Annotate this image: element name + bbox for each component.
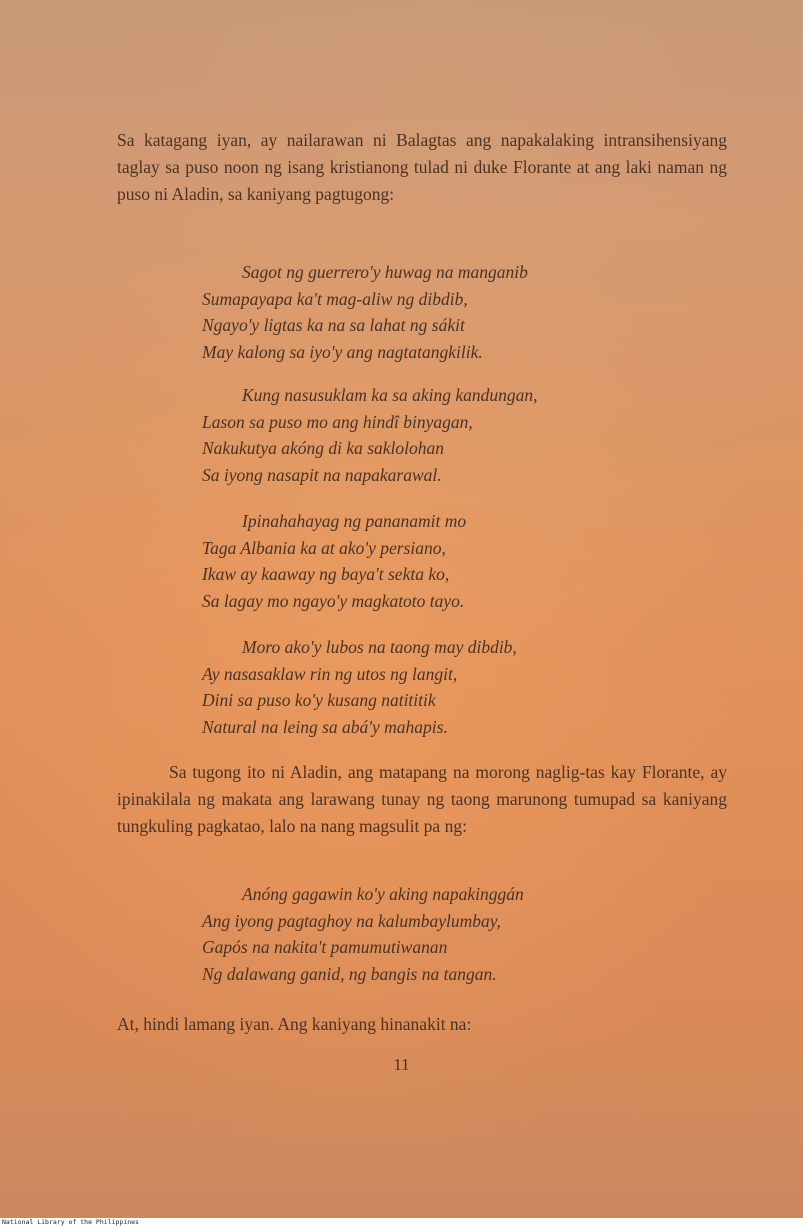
stanza-line: Dini sa puso ko'y kusang natititik (202, 690, 436, 710)
stanza-line: Sa iyong nasapit na napakarawal. (202, 464, 442, 485)
paragraph-closing: At, hindi lamang iyan. Ang kaniyang hinanakit na: (117, 1014, 472, 1034)
stanza-line: Moro ako'y lubos na taong may dibdib, (242, 637, 517, 657)
stanza-2 (202, 382, 538, 488)
footer-bar (0, 1218, 803, 1227)
page-number: 11 (393, 1055, 410, 1074)
stanza-line: Kung nasusuklam ka sa aking kandungan, (242, 385, 538, 405)
stanza-line: Ipinahahayag ng pananamit mo (242, 511, 467, 531)
stanza-line: Taga Albania ka at ako'y persiano, (202, 537, 446, 558)
stanza-line: Natural na leing sa abá'y mahapis. (202, 716, 448, 737)
stanza-line: Ng dalawang ganid, ng bangis na tangan. (202, 963, 497, 984)
stanza-1 (202, 259, 528, 365)
stanza-line: Ngayo'y ligtas ka na sa lahat ng sákit (202, 315, 465, 335)
stanza-line: Sumapayapa ka't mag-aliw ng dibdib, (202, 288, 468, 309)
paragraph-intro: Sa katagang iyan, ay nailarawan ni Balagtas ang napakalaking intransihensiyang taglay sa puso noon ng isang kristianong tulad ni duke Florante at ang laki naman ng puso ni Aladin, sa kaniyang pagtugong: (117, 130, 727, 204)
stanza-line: May kalong sa iyo'y ang nagtatangkilik. (202, 341, 483, 362)
stanza-line: Gapós na nakita't pamumutiwanan (202, 937, 448, 957)
stanza-line: Sa lagay mo ngayo'y magkatoto tayo. (202, 590, 465, 611)
stanza-line: Anóng gagawin ko'y aking napakinggán (242, 884, 524, 904)
stanza-4 (202, 634, 517, 740)
stanza-line: Sagot ng guerrero'y huwag na manganib (242, 262, 528, 282)
library-credit: National Library of the Philippines (2, 1218, 139, 1226)
stanza-line: Ay nasasaklaw rin ng utos ng langit, (202, 663, 458, 684)
stanza-line: Nakukutya akóng di ka saklolohan (202, 438, 445, 458)
stanza-line: Ikaw ay kaaway ng baya't sekta ko, (202, 564, 450, 584)
stanza-line: Ang iyong pagtaghoy na kalumbaylumbay, (202, 910, 501, 931)
stanza-5 (202, 881, 524, 987)
paragraph-response: Sa tugong ito ni Aladin, ang matapang na morong naglig-tas kay Florante, ay ipinakilala ng makata ang larawang tunay ng taong marunong tumupad sa kaniyang tungkuling pagkatao, lalo na nang magsulit pa ng: (117, 762, 727, 836)
stanza-3 (202, 508, 466, 614)
stanza-line: Lason sa puso mo ang hindî binyagan, (202, 411, 473, 432)
